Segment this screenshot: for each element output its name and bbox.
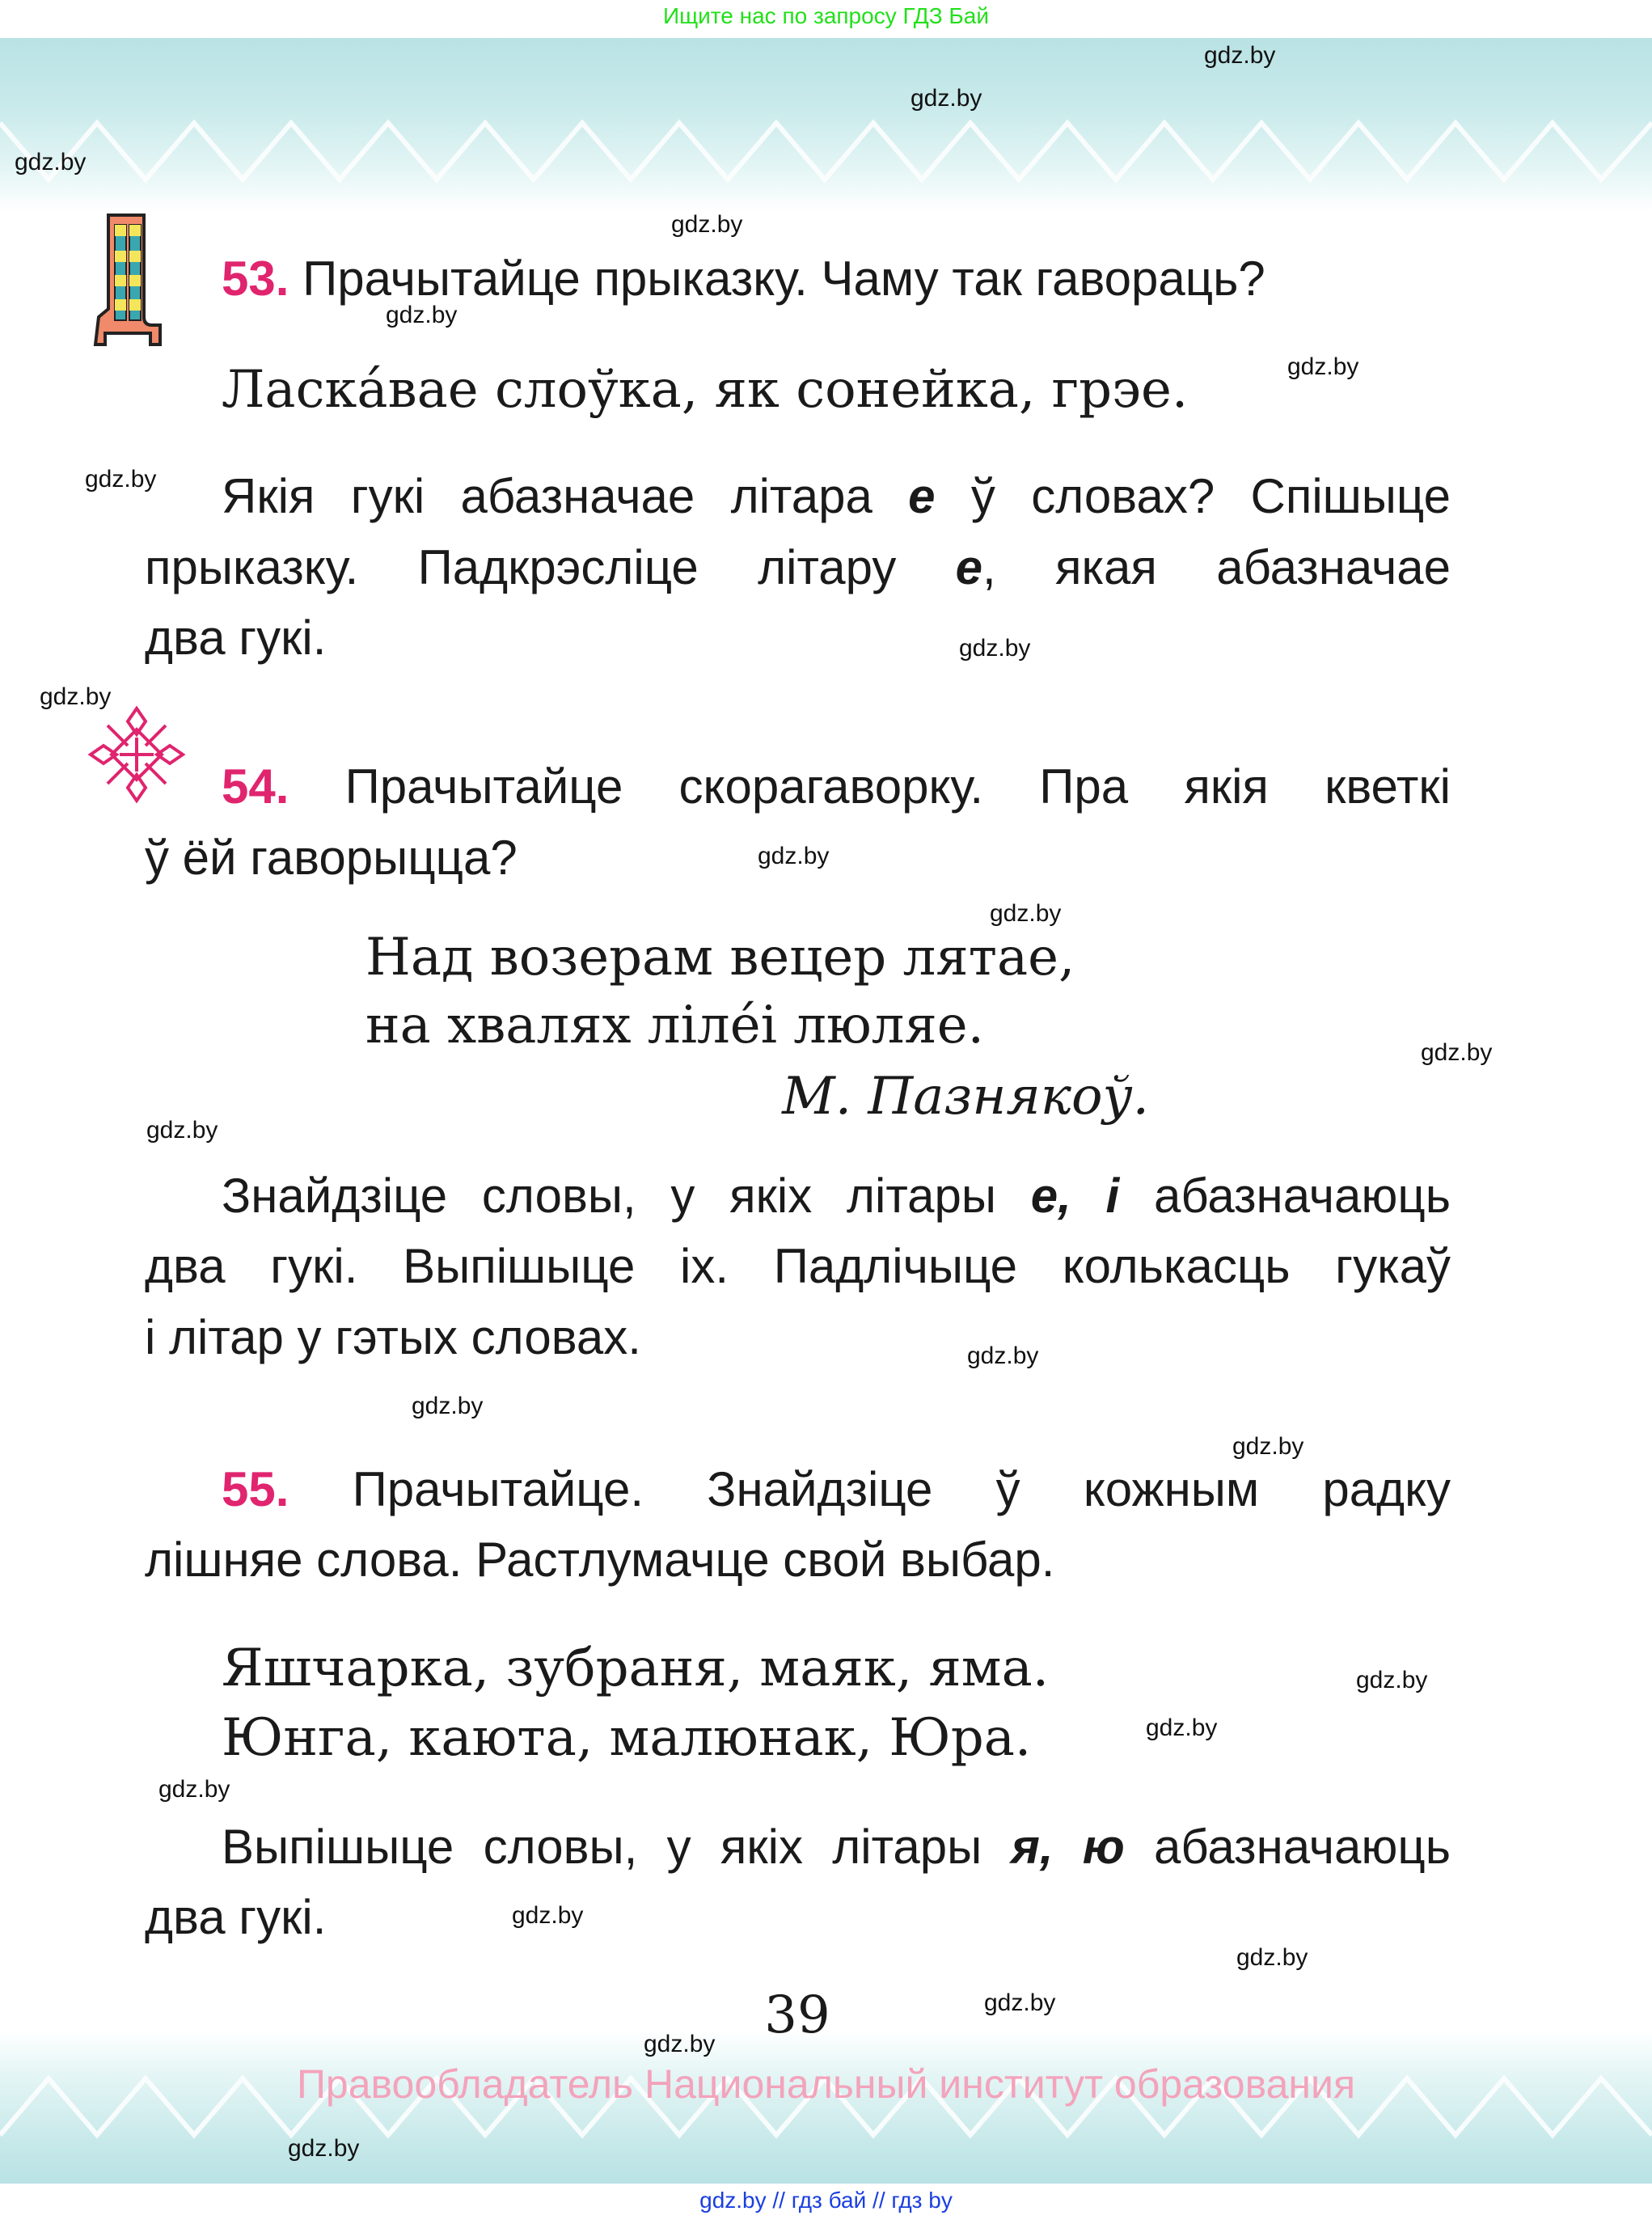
question-line [222,1161,1451,1232]
exercise-task: лішняе слова. Растлумачце свой выбар. [145,1533,1055,1587]
watermark: gdz.by [1236,1944,1308,1971]
watermark: gdz.by [288,2135,360,2162]
exercise-55-heading [222,1454,1451,1525]
exercise-53-heading [222,243,1265,315]
text: , якая абазначае [982,540,1451,594]
highlighted-letter: я, ю [1011,1820,1125,1874]
exercise-number: 55. [222,1462,289,1516]
watermark: gdz.by [671,211,743,238]
watermark: gdz.by [1421,1039,1493,1066]
watermark: gdz.by [40,683,112,710]
building-icon [78,212,186,348]
text: абазначаюць [1124,1820,1451,1874]
exercise-number: 53. [222,252,289,306]
exercise-number: 54. [222,759,289,814]
text: Выпішыце словы, у якіх літары [222,1820,1012,1874]
watermark: gdz.by [1232,1433,1304,1460]
poem-line: Над возерам вецер лятае, [365,928,1075,987]
exercise-54-heading [222,751,1451,822]
folk-ornament-icon [87,705,186,804]
question-line [145,532,1451,603]
watermark: gdz.by [85,466,157,493]
word-row: Юнга, каюта, малюнак, Юра. [222,1708,1032,1768]
watermark: gdz.by [1204,42,1276,69]
bottom-note: gdz.by // гдз бай // гдз by [699,2188,953,2213]
watermark: gdz.by [959,635,1031,662]
watermark: gdz.by [412,1393,484,1419]
poem-author: М. Пазнякоў. [782,1067,1149,1127]
question-line: два гукі. [145,1890,327,1944]
watermark: gdz.by [984,1989,1056,2016]
top-note: Ищите нас по запросу ГДЗ Бай [662,3,990,28]
ornament-pattern-icon [0,107,1652,196]
question-line [222,461,1451,532]
exercise-task: Прачытайце скорагаворку. Пра якія кветкі [344,759,1451,814]
highlighted-letter: е [908,469,936,523]
copyright-notice: Правообладатель Национальный институт образования [296,2061,1356,2107]
question-line: два гукі. Выпішыце іх. Падлічыце колькасць гукаў [145,1239,1451,1293]
text: прыказку. Падкрэсліце літару [145,540,956,594]
watermark: gdz.by [967,1342,1039,1369]
highlighted-letter: е, і [1030,1169,1120,1223]
exercise-task: Прачытайце прыказку. Чаму так гавораць? [302,252,1265,306]
watermark: gdz.by [1356,1667,1428,1693]
page-number: 39 [764,1985,830,2045]
watermark: gdz.by [146,1117,218,1144]
question-line: і літар у гэтых словах. [145,1310,641,1364]
text: Якія гукі абазначае літара [222,469,909,523]
text: абазначаюць [1119,1169,1451,1223]
poem-line: на хвалях ліле́і люляе. [365,996,984,1055]
watermark: gdz.by [386,302,458,328]
watermark: gdz.by [158,1776,230,1803]
watermark: gdz.by [1146,1715,1218,1741]
exercise-task: ў ёй гаворыцца? [145,831,518,885]
highlighted-letter: е [955,540,983,594]
watermark: gdz.by [1287,353,1359,380]
watermark: gdz.by [512,1902,584,1929]
watermark: gdz.by [758,843,830,869]
exercise-task: Прачытайце. Знайдзіце ў кожным радку [352,1462,1451,1516]
question-line: два гукі. [145,611,327,665]
word-row: Яшчарка, зубраня, маяк, яма. [222,1638,1050,1698]
question-line [222,1812,1451,1883]
proverb: Ласка́вае слоўка, як сонейка, грэе. [222,360,1189,420]
text: ў словах? Спішыце [935,469,1451,523]
watermark: gdz.by [644,2031,716,2057]
text: Знайдзіце словы, у якіх літары [222,1169,1031,1223]
watermark: gdz.by [15,149,87,175]
header-ornament-band [0,38,1652,212]
watermark: gdz.by [990,900,1062,927]
watermark: gdz.by [911,85,982,112]
